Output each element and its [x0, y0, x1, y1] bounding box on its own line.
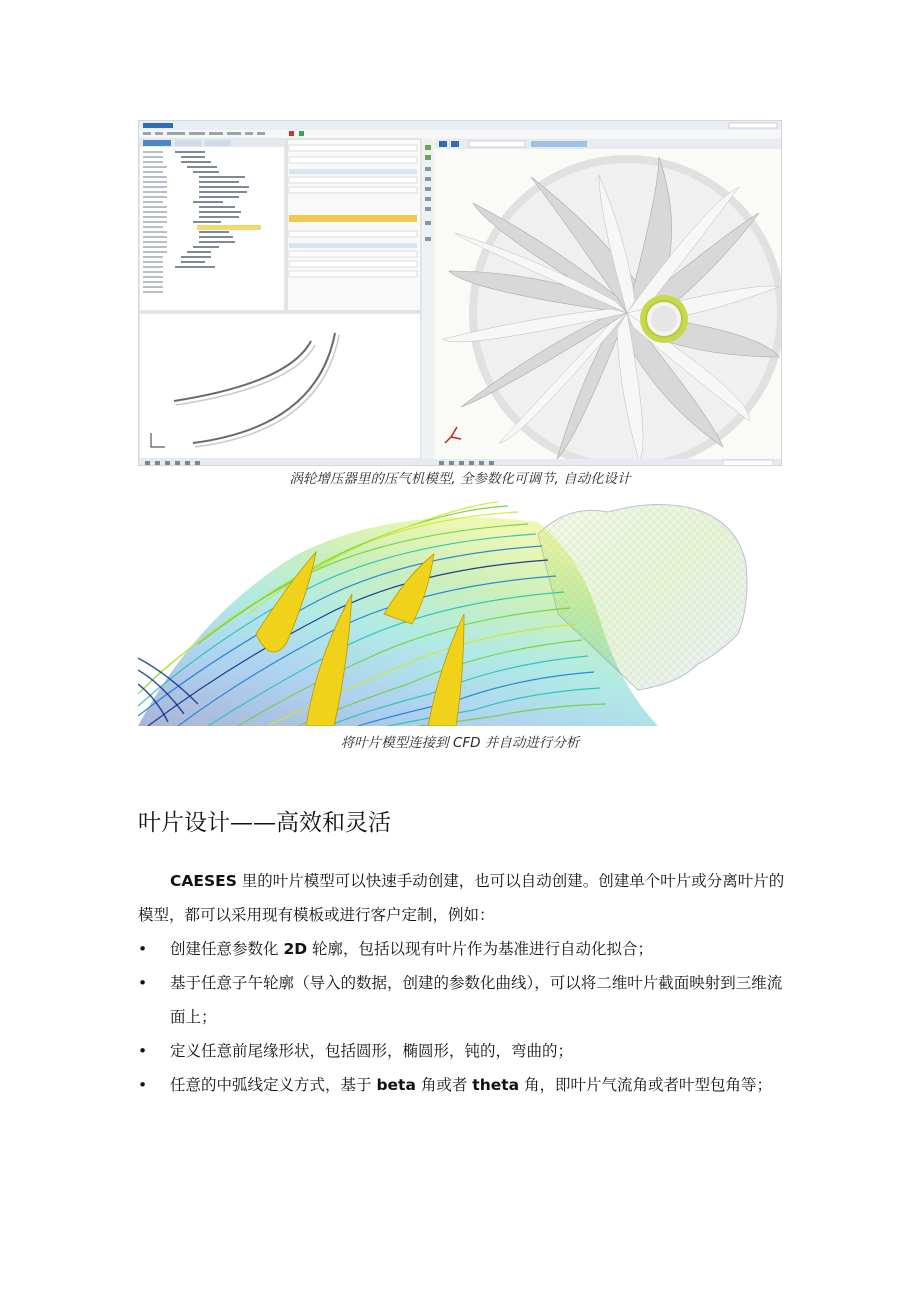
list-item: [138, 966, 788, 1034]
list-item-text: 轮廓，包括以现有叶片作为基准进行自动化拟合；: [307, 940, 654, 958]
list-item-bold: 2D: [283, 940, 308, 958]
list-item-bold: theta: [472, 1076, 520, 1094]
cfd-analysis-figure: [138, 494, 782, 726]
section-heading: 叶片设计——高效和灵活: [138, 810, 391, 836]
list-item: [138, 932, 788, 966]
bullet-glyph: •: [138, 940, 148, 958]
intro-paragraph: [138, 864, 788, 932]
bullet-glyph: •: [138, 1042, 148, 1060]
figure1-caption: 涡轮增压器里的压气机模型, 全参数化可调节, 自动化设计: [289, 471, 631, 487]
cfd-streamlines-illustration: [138, 494, 782, 726]
list-item-text: 基于任意子午轮廓（导入的数据，创建的参数化曲线），可以将二维叶片截面映射到三维流面上；: [170, 974, 783, 1026]
list-item-text: 角，即叶片气流角或者叶型包角等；: [519, 1076, 773, 1094]
bullet-glyph: •: [138, 1076, 148, 1094]
list-item-text: 定义任意前尾缘形状，包括圆形，椭圆形，钝的，弯曲的；: [170, 1042, 574, 1060]
compressor-model-figure: [138, 120, 782, 466]
list-item-text: 角或者: [415, 1076, 473, 1094]
compressor-model-illustration: [139, 121, 782, 466]
list-item-text: 创建任意参数化: [170, 940, 284, 958]
bullet-glyph: •: [138, 974, 148, 992]
intro-text: 里的叶片模型可以快速手动创建，也可以自动创建。创建单个叶片或分离叶片的模型，都可以采用现有模板或进行客户定制，例如：: [138, 872, 785, 924]
list-item-text: 任意的中弧线定义方式，基于: [170, 1076, 377, 1094]
list-item-bold: beta: [376, 1076, 416, 1094]
figure2-caption: 将叶片模型连接到 CFD 并自动进行分析: [340, 735, 580, 751]
feature-list: [138, 932, 788, 1102]
list-item: [138, 1068, 788, 1102]
brand-name: CAESES: [170, 872, 237, 890]
list-item: [138, 1034, 788, 1068]
